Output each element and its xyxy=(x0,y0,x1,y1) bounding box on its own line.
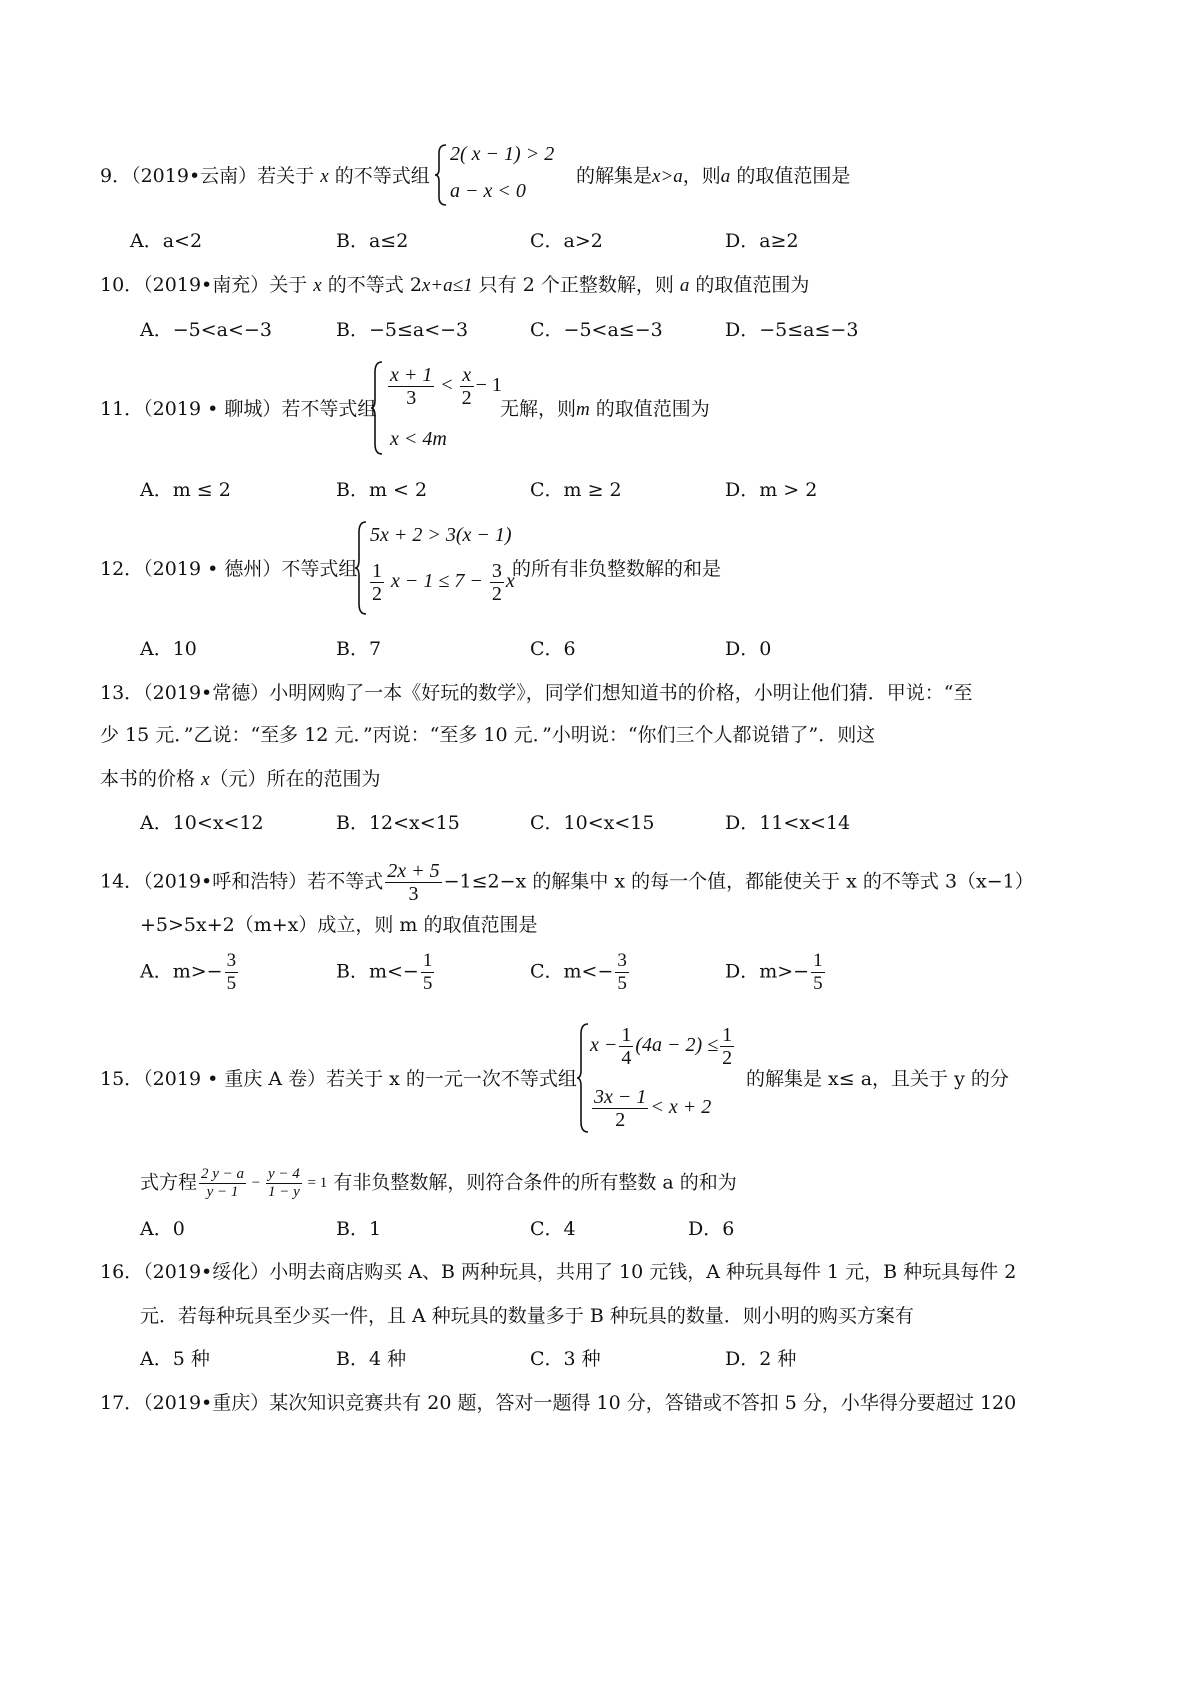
q9-option-c: C．a>2 xyxy=(530,230,603,252)
q9-stem-suffix: 的解集是x>a，则a 的取值范围是 xyxy=(576,165,851,187)
q10-stem: 10．（2019•南充）关于 x 的不等式 2x+a≤1 只有 2 个正整数解，则 a 的取值范围为 xyxy=(100,274,810,296)
q13-stem-line-2: 少 15 元．”乙说：“至多 12 元．”丙说：“至多 10 元．”小明说：“你们三个人都说错了”．则这 xyxy=(100,724,876,746)
q12-brace xyxy=(354,520,368,616)
q9-system-row-1: 2( x − 1) > 2 xyxy=(450,143,555,165)
q13-stem-line-1: 13．（2019•常德）小明网购了一本《好玩的数学》，同学们想知道书的价格，小明让他们猜．甲说：“至 xyxy=(100,682,973,704)
q9-option-d: D．a≥2 xyxy=(725,230,799,252)
q15-brace xyxy=(576,1022,590,1134)
q13-option-d: D．11<x<14 xyxy=(725,812,851,834)
q12-option-a: A．10 xyxy=(140,638,197,660)
q15-stem-suffix: 的解集是 x≤ a，且关于 y 的分 xyxy=(746,1068,1009,1090)
q13-option-c: C．10<x<15 xyxy=(530,812,655,834)
q16-option-a: A．5 种 xyxy=(140,1348,210,1370)
q11-stem-prefix: 11．（2019 • 聊城）若不等式组 xyxy=(100,398,377,420)
q15-system-row-1: x − $\frac{1}{4}$ (4a − 2) ≤ $\frac{1}{2}$ xyxy=(590,1024,733,1069)
q14-option-d: D．m>− $\frac{1}{5}$ xyxy=(725,950,823,994)
q10-option-a: A．−5<a<−3 xyxy=(140,319,272,341)
q9-stem-prefix: 9．（2019•云南）若关于 x 的不等式组 xyxy=(100,165,430,187)
q11-brace xyxy=(370,360,384,456)
q12-option-b: B．7 xyxy=(336,638,382,660)
q9-option-a: A．a<2 xyxy=(130,230,203,252)
q11-option-b: B．m < 2 xyxy=(336,479,428,501)
q15-option-c: C．4 xyxy=(530,1218,576,1240)
q12-stem-prefix: 12．（2019 • 德州）不等式组 xyxy=(100,558,358,580)
q13-option-a: A．10<x<12 xyxy=(140,812,264,834)
q17-stem-line-1: 17．（2019•重庆）某次知识竞赛共有 20 题，答对一题得 10 分，答错或不答扣 5 分，小华得分要超过 120 xyxy=(100,1392,1017,1414)
q15-option-b: B．1 xyxy=(336,1218,382,1240)
q11-system-row-2: x < 4m xyxy=(390,428,447,450)
q14-option-b: B．m<− $\frac{1}{5}$ xyxy=(336,950,433,994)
q15-option-d: D．6 xyxy=(688,1218,735,1240)
q9-option-b: B．a≤2 xyxy=(336,230,409,252)
q10-option-d: D．−5≤a≤−3 xyxy=(725,319,859,341)
q9-system-row-2: a − x < 0 xyxy=(450,180,526,202)
q10-option-c: C．−5<a≤−3 xyxy=(530,319,663,341)
q14-stem-line-2: +5>5x+2（m+x）成立，则 m 的取值范围是 xyxy=(140,914,538,936)
q14-option-a: A．m>− $\frac{3}{5}$ xyxy=(140,950,237,994)
q16-stem-line-1: 16．（2019•绥化）小明去商店购买 A、B 两种玩具，共用了 10 元钱，A 种玩具每件 1 元，B 种玩具每件 2 xyxy=(100,1261,1017,1283)
q9-brace xyxy=(434,143,448,207)
q15-system-row-2: $\frac{3x - 1}{2}$ < x + 2 xyxy=(594,1086,712,1131)
q11-option-a: A．m ≤ 2 xyxy=(140,479,231,501)
q11-option-c: C．m ≥ 2 xyxy=(530,479,622,501)
q11-system-row-1: $\frac{x + 1}{3}$ < $\frac{x}{2}$ − 1 xyxy=(390,364,502,409)
q15-option-a: A．0 xyxy=(140,1218,185,1240)
q13-stem-line-3: 本书的价格 x（元）所在的范围为 xyxy=(100,768,381,790)
q12-system-row-1: 5x + 2 > 3(x − 1) xyxy=(370,524,512,546)
q15-stem-prefix: 15．（2019 • 重庆 A 卷）若关于 x 的一元一次不等式组 xyxy=(100,1068,577,1090)
q10-option-b: B．−5≤a<−3 xyxy=(336,319,469,341)
q14-option-c: C．m<− $\frac{3}{5}$ xyxy=(530,950,627,994)
q12-system-row-2: $\frac{1}{2}$ x − 1 ≤ 7 − $\frac{3}{2}$ x xyxy=(372,560,515,605)
q15-stem-line-2: 式方程 $\frac{2 y - a}{y - 1}$ − $\frac{y - 4}{1 - y}$ = 1 有非负整数解，则符合条件的所有整数 a 的和为 xyxy=(140,1166,737,1200)
q16-option-c: C．3 种 xyxy=(530,1348,601,1370)
q12-stem-suffix: 的所有非负整数解的和是 xyxy=(512,558,722,580)
q14-stem-line-1: 14．（2019•呼和浩特）若不等式 $\frac{2x + 5}{3}$ −1≤2−x 的解集中 x 的每一个值，都能使关于 x 的不等式 3（x−1） xyxy=(100,860,1034,905)
q16-option-d: D．2 种 xyxy=(725,1348,797,1370)
q12-option-d: D．0 xyxy=(725,638,772,660)
q11-option-d: D．m > 2 xyxy=(725,479,818,501)
q13-option-b: B．12<x<15 xyxy=(336,812,460,834)
q11-stem-suffix: 无解，则m 的取值范围为 xyxy=(500,398,710,420)
q16-option-b: B．4 种 xyxy=(336,1348,407,1370)
q16-stem-line-2: 元．若每种玩具至少买一件，且 A 种玩具的数量多于 B 种玩具的数量．则小明的购买方案有 xyxy=(140,1305,914,1327)
q12-option-c: C．6 xyxy=(530,638,576,660)
